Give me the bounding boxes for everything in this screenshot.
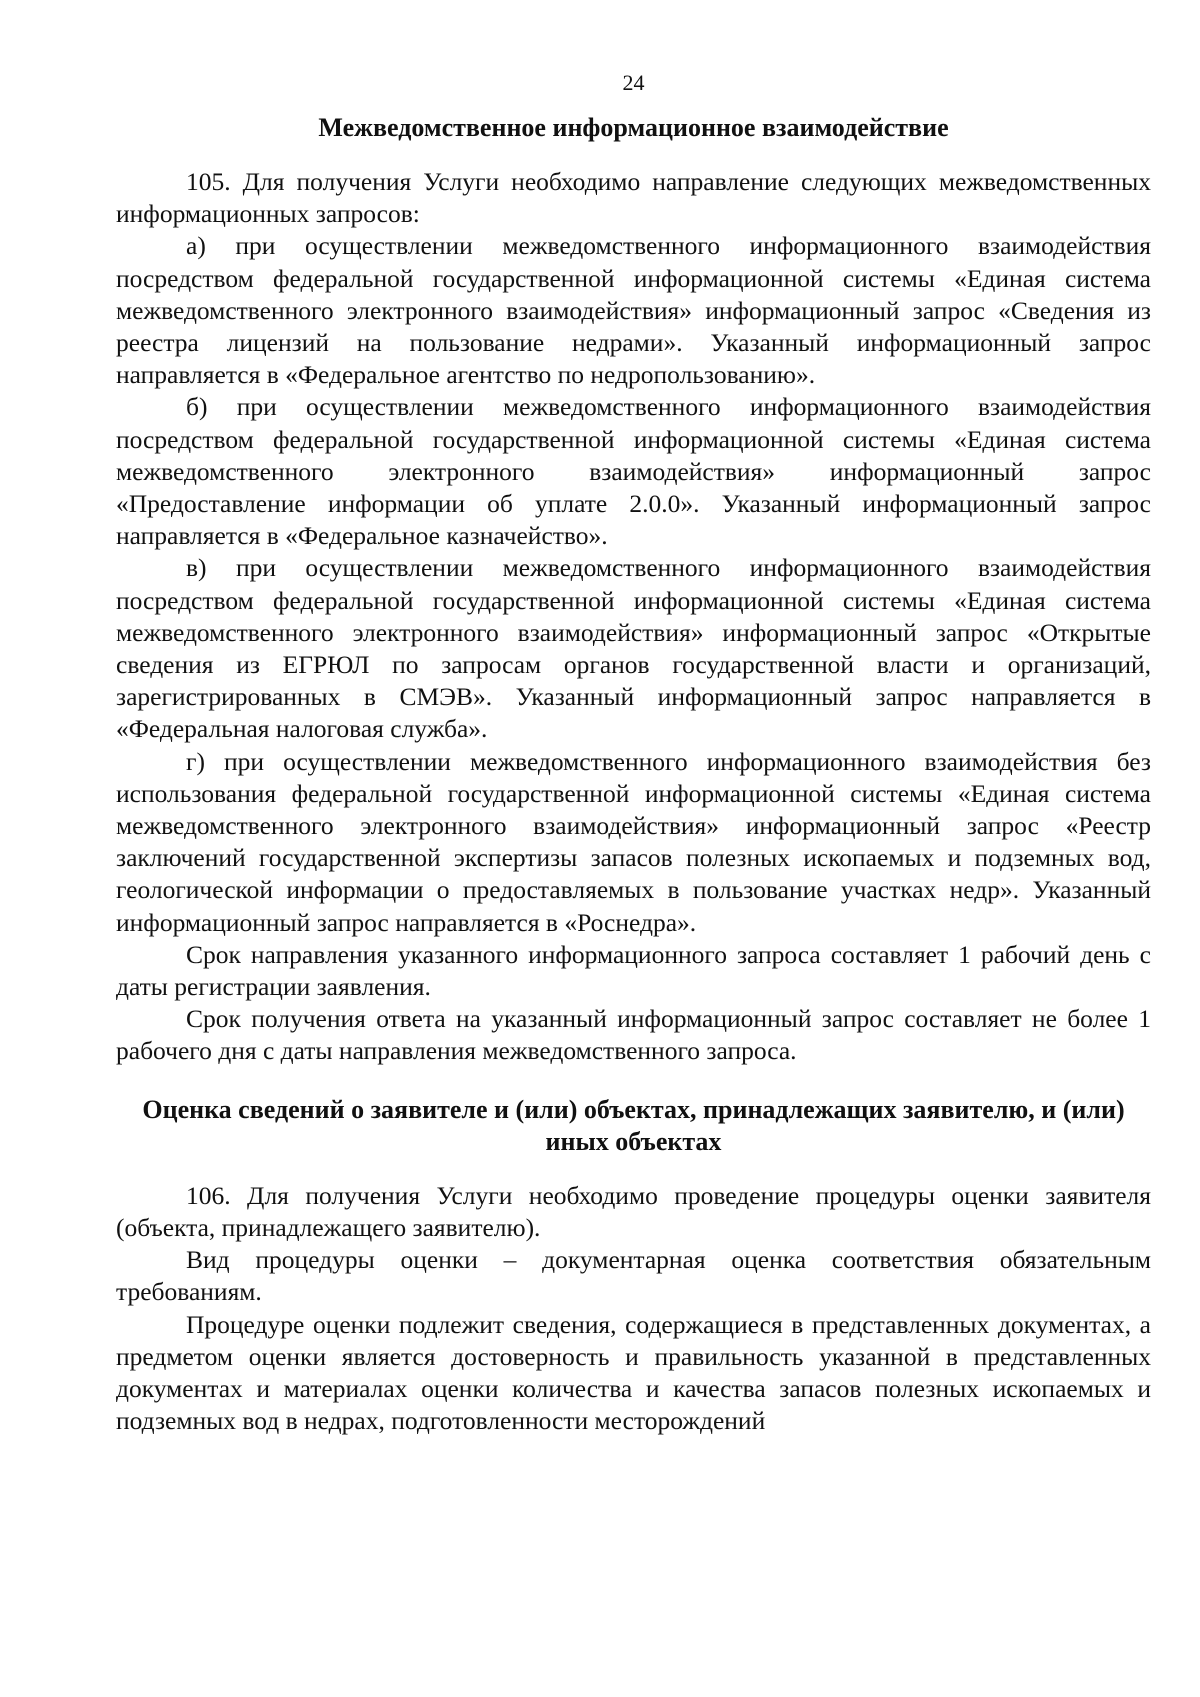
paragraph-assessment-subject: Процедуре оценки подлежит сведения, содержащиеся в представленных документах, а предметом оценки является достоверность и правильность указанной в представленных документах и материалах оценки количества и качества запасов полезных ископаемых и подземных вод в недрах, подготовленности месторождений [116,1309,1151,1436]
paragraph-105: 105. Для получения Услуги необходимо направление следующих межведомственных информационных запросов: [116,167,1151,229]
paragraph-105-v: в) при осуществлении межведомственного информационного взаимодействия посредством федеральной государственной информационной системы «Единая система межведомственного электронного взаимодействия» информационный запрос «Открытые сведения из ЕГРЮЛ по запросам органов государственной власти и организаций, зарегистрированных в СМЭВ». Указанный информационный запрос направляется в «Федеральная налоговая служба». [116,553,1151,744]
paragraph-105-b: б) при осуществлении межведомственного информационного взаимодействия посредством федеральной государственной информационной системы «Единая система межведомственного электронного взаимодействия» информационный запрос «Предоставление информации об уплате 2.0.0». Указанный информационный запрос направляется в «Федеральное казначейство». [116,392,1151,551]
section-heading-assessment: Оценка сведений о заявителе и (или) объектах, принадлежащих заявителю, и (или) иных объектах [142,1094,1125,1156]
paragraph-request-deadline: Срок направления указанного информационного запроса составляет 1 рабочий день с даты регистрации заявления. [116,939,1151,1002]
paragraph-assessment-type: Вид процедуры оценки – документарная оценка соответствия обязательным требованиям. [116,1245,1151,1307]
paragraph-response-deadline: Срок получения ответа на указанный информационный запрос составляет не более 1 рабочего дня с даты направления межведомственного запроса. [116,1004,1151,1066]
paragraph-106: 106. Для получения Услуги необходимо проведение процедуры оценки заявителя (объекта, принадлежащего заявителю). [116,1180,1151,1242]
section-heading-interagency: Межведомственное информационное взаимодействие [318,113,949,142]
paragraph-105-a: а) при осуществлении межведомственного информационного взаимодействия посредством федеральной государственной информационной системы «Единая система межведомственного электронного взаимодействия» информационный запрос «Сведения из реестра лицензий на пользование недрами». Указанный информационный запрос направляется в «Федеральное агентство по недропользованию». [116,231,1151,390]
document-page [116,68,1151,1437]
page-number: 24 [622,70,645,95]
paragraph-105-g: г) при осуществлении межведомственного информационного взаимодействия без использования федеральной государственной информационной системы «Единая система межведомственного электронного взаимодействия» информационный запрос «Реестр заключений государственной экспертизы запасов полезных ископаемых и подземных вод, геологической информации о предоставляемых в пользование участках недр». Указанный информационный запрос направляется в «Роснедра». [116,746,1151,937]
